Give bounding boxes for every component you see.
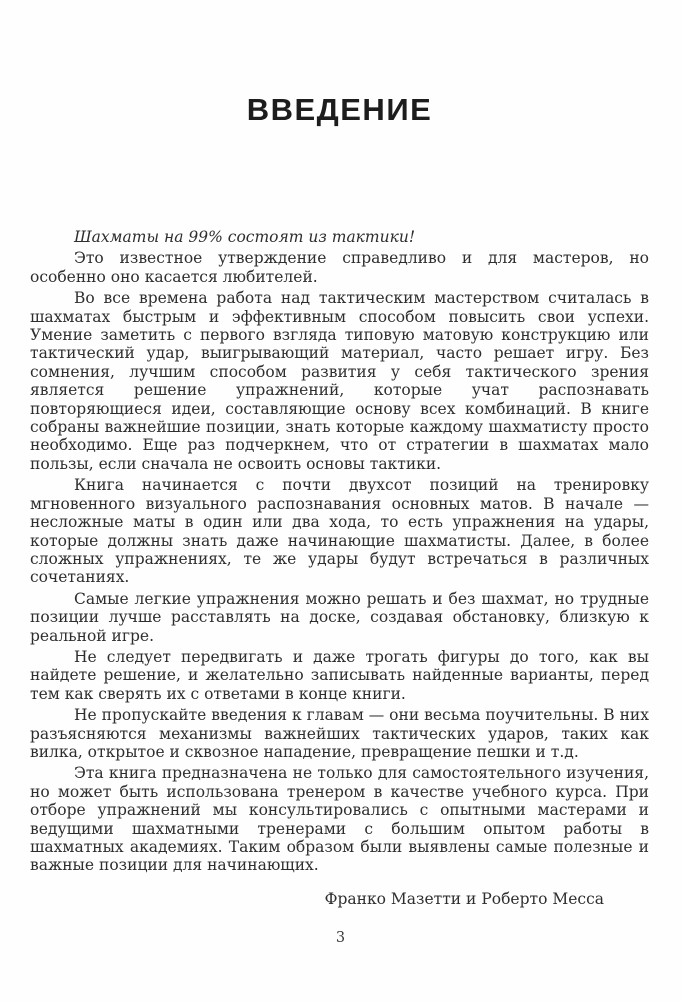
intro-paragraph: Это известное утверждение справедливо и для мастеров, но особенно оно касается любителей. (30, 249, 649, 286)
intro-paragraph: Во все времена работа над тактическим мастерством считалась в шахматах быстрым и эффективным способом повысить свои успехи. Умение заметить с первого взгляда типовую матовую конструкцию или тактический удар, выигрывающий материал, часто решает игру. Без сомнения, лучшим способом развития у себя тактического зрения является решение упражнений, которые учат распознавать повторяющиеся идеи, составляющие основу всех комбинаций. В книге собраны важнейшие позиции, знать которые каждому шахматисту просто необходимо. Еще раз подчеркнем, что от стратегии в шахматах мало пользы, если сначала не освоить основы тактики. (30, 289, 649, 473)
intro-paragraph: Не пропускайте введения к главам — они весьма поучительны. В них разъясняются механизмы важнейших тактических ударов, таких как вилка, открытое и сквозное нападение, превращение пешки и т.д. (30, 706, 649, 761)
intro-paragraph: Не следует передвигать и даже трогать фигуры до того, как вы найдете решение, и желательно записывать найденные варианты, перед тем как сверять их с ответами в конце книги. (30, 647, 649, 703)
authors-signature: Франко Мазетти и Роберто Месса (324, 889, 604, 908)
page-number: 3 (335, 930, 346, 946)
intro-paragraph: Самые легкие упражнения можно решать и без шахмат, но трудные позиции лучше расставлять на доске, создавая обстановку, близкую к реальной игре. (30, 589, 649, 645)
chapter-title: ВВЕДЕНИЕ (246, 92, 433, 127)
intro-paragraph: Эта книга предназначена не только для самостоятельного изучения, но может быть использована тренером в качестве учебного курса. При отборе упражнений мы консультировались с опытными мастерами и ведущими шахматными тренерами с большим опытом работы в шахматных академиях. Таким образом были выявлены самые полезные и важные позиции для начинающих. (30, 764, 649, 875)
introduction-text (30, 228, 649, 875)
epigraph-line: Шахматы на 99% состоят из тактики! (74, 228, 416, 246)
intro-paragraph: Книга начинается с почти двухсот позиций на тренировку мгновенного визуального распознавания основных матов. В начале — несложные маты в один или два хода, то есть упражнения на удары, которые должны знать даже начинающие шахматисты. Далее, в более сложных упражнениях, те же удары будут встречаться в различных сочетаниях. (30, 476, 649, 587)
